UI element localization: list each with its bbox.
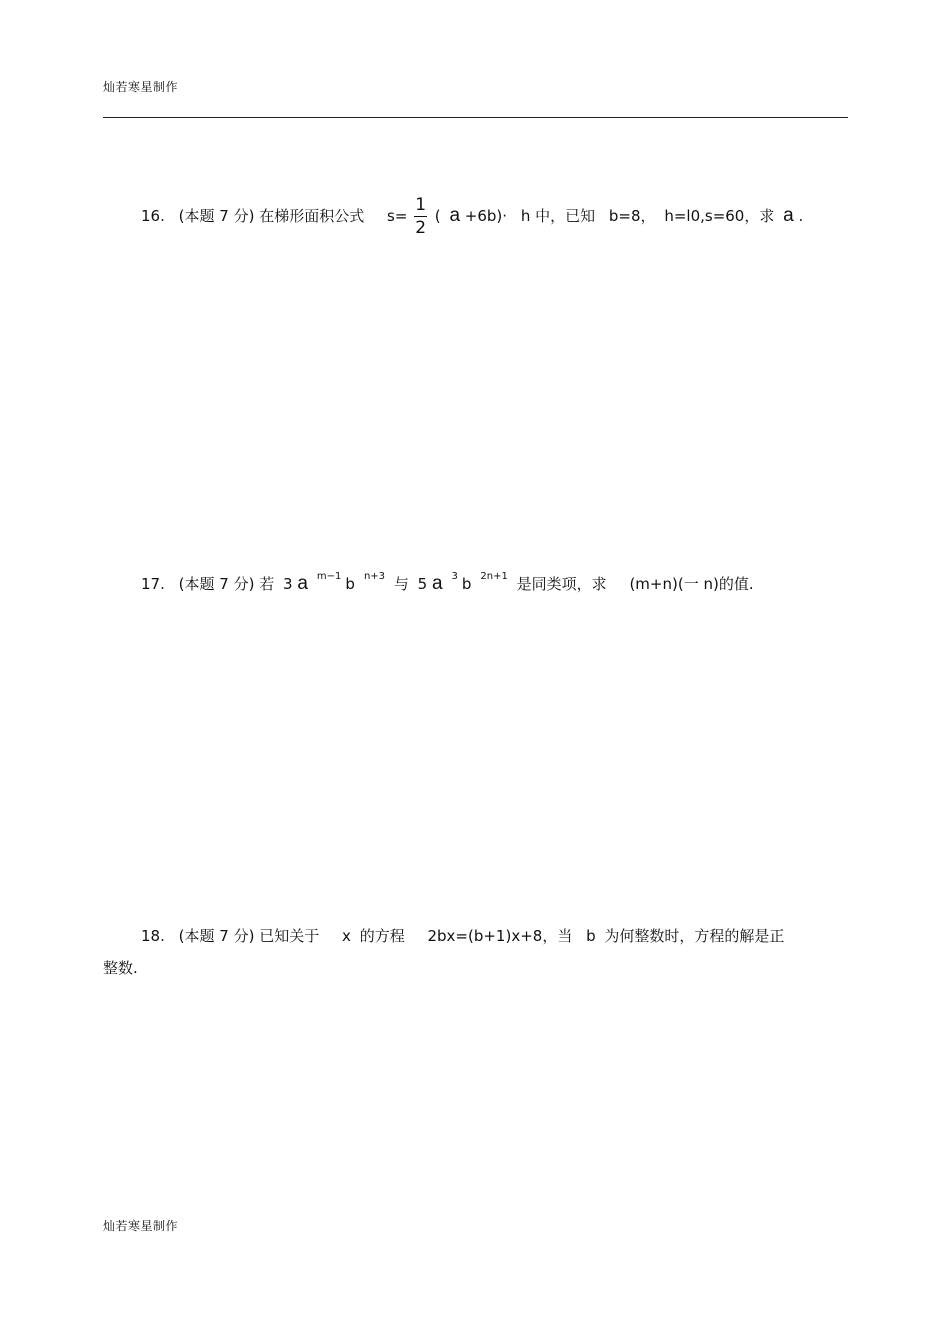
target-variable-a: a [783,205,794,226]
fraction-one-half [414,195,427,238]
page-header: 灿若寒星制作 [103,80,179,94]
question-points: (本题 7 分) [178,927,255,945]
condition-b: b=8， [608,207,656,225]
header-divider [103,117,848,118]
question-text: 已知关于 [259,927,320,945]
exponent-a-2: 3 [451,571,458,582]
question-number: 16. [141,207,165,225]
end-period: . [798,207,804,225]
variable-a: a [297,573,308,594]
question-points: (本题 7 分) [178,575,255,593]
formula-lhs: s= [387,207,408,225]
question-18-line-2: 整数. [103,959,138,977]
variable-b: b [586,927,596,945]
question-16 [141,195,803,238]
expression: (m+n)(一 n)的值. [629,575,754,593]
variable-a: a [449,205,461,226]
variable-a-2: a [431,573,443,594]
condition-h-s: h=l0,s=60，求 [664,207,775,225]
question-text: 在梯形面积公式 [259,207,365,225]
variable-b-2: b [461,575,472,593]
exponent-b-2: 2n+1 [480,571,508,582]
exponent-a: m−1 [316,571,342,582]
variable-x: x [342,927,351,945]
equation: 2bx=(b+1)x+8，当 [427,927,573,945]
question-text-2: 的方程 [359,927,405,945]
question-text-3: 为何整数时，方程的解是正 [604,927,785,945]
question-number: 17. [141,575,165,593]
question-points: (本题 7 分) [178,207,255,225]
question-17 [141,571,754,597]
question-text-2: 与 [393,575,409,593]
paren-open: ( [434,207,441,225]
fraction-bar [414,216,427,217]
question-text-3: 是同类项，求 [516,575,607,593]
coefficient-5: 5 [417,575,428,593]
exponent-b: n+3 [363,571,386,582]
coefficient-3: 3 [283,575,293,593]
fraction-numerator: 1 [415,195,427,215]
question-text-2: h 中，已知 [520,207,596,225]
formula-rest: +6b)· [464,207,508,225]
question-text: 若 [259,575,275,593]
page-footer: 灿若寒星制作 [103,1219,179,1233]
question-number: 18. [141,927,165,945]
question-18 [141,926,784,946]
variable-b: b [345,575,355,593]
fraction-denominator: 2 [415,218,427,238]
